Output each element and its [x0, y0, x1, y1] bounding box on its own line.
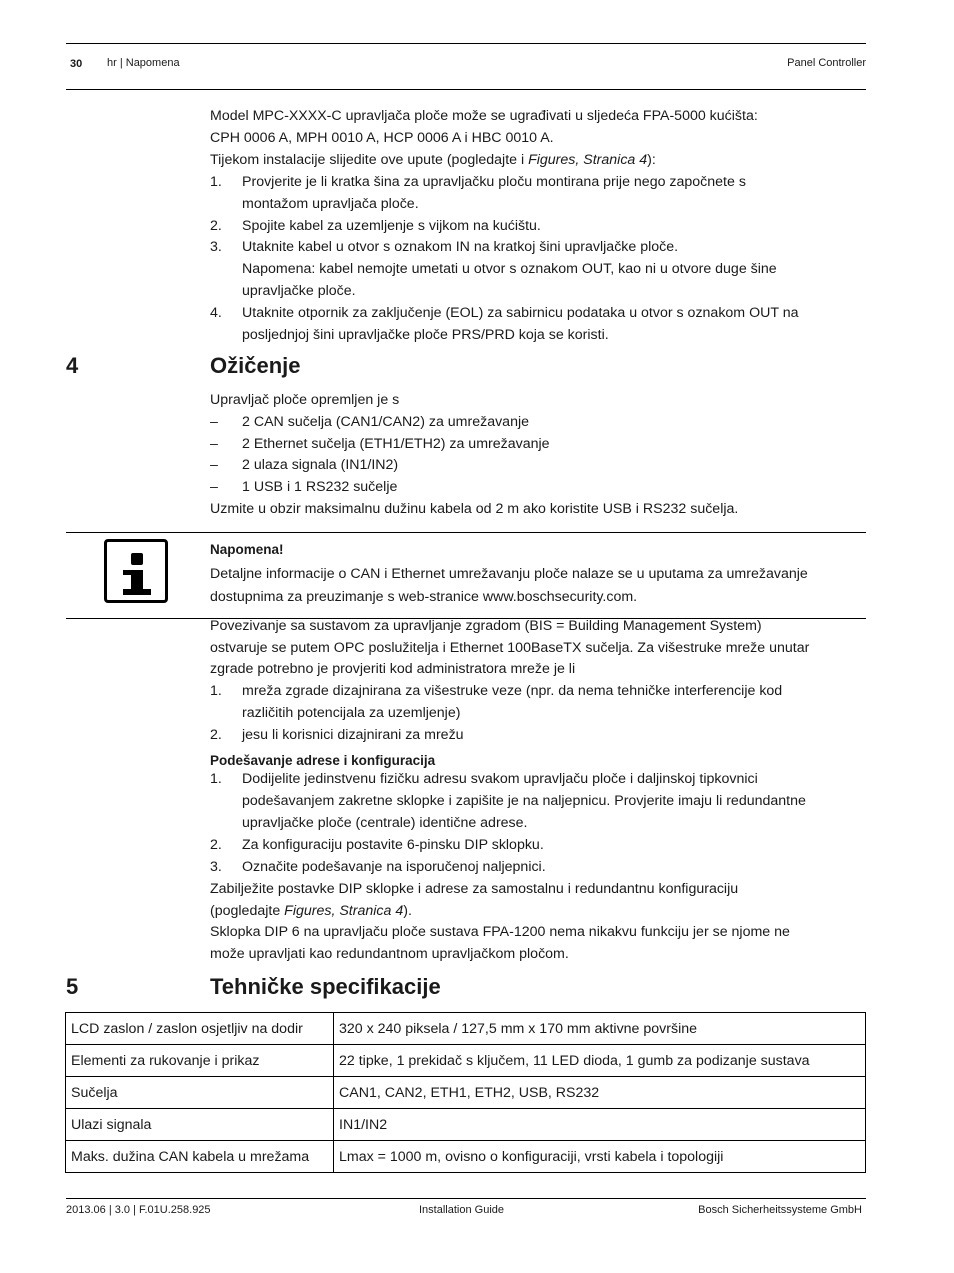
step-number: 1. — [210, 174, 222, 190]
section-number: 5 — [66, 974, 79, 999]
dip-line: može upravljati kao redundantnom upravljačkom pločom. — [210, 946, 569, 962]
bis-item-text: mreža zgrade dizajnirana za višestruke veze (npr. da nema tehničke interferencije kod — [242, 683, 783, 699]
step-text: Provjerite je li kratka šina za upravljačku ploču montirana prije nego započnete s — [242, 174, 746, 190]
spec-value: CAN1, CAN2, ETH1, ETH2, USB, RS232 — [334, 1077, 866, 1109]
notice-line: dostupnima za preuzimanje s web-stranice www.boschsecurity.com. — [210, 589, 638, 605]
record-pre: (pogledajte — [210, 903, 285, 919]
table-row — [66, 1109, 866, 1141]
step-text: Spojite kabel za uzemljenje s vijkom na kućištu. — [242, 218, 541, 234]
bullet-dash: – — [210, 457, 218, 473]
record-line: Zabilježite postavke DIP sklopke i adrese za samostalnu i redundantnu konfiguraciju — [210, 881, 739, 897]
intro-follow — [210, 150, 656, 172]
spec-label: LCD zaslon / zaslon osjetljiv na dodir — [66, 1013, 334, 1045]
spec-table — [65, 1012, 866, 1173]
config-step-number: 3. — [210, 859, 222, 875]
info-icon — [104, 539, 168, 603]
config-step-text: Dodijelite jedinstvenu fizičku adresu svakom upravljaču ploče i daljinskoj tipkovnici — [242, 771, 758, 787]
section4-after: Uzmite u obzir maksimalnu dužinu kabela od 2 m ako koristite USB i RS232 sučelja. — [210, 501, 739, 517]
bullet-dash: – — [210, 479, 218, 495]
bis-line: zgrade potrebno je provjeriti kod administratora mreže je li — [210, 661, 576, 677]
figures-ref[interactable]: Figures, Stranica 4 — [284, 903, 404, 919]
notice-top-rule — [66, 532, 866, 533]
bullet-item: 1 USB i 1 RS232 sučelje — [242, 479, 398, 495]
notice-line: Detaljne informacije o CAN i Ethernet umrežavanju ploče nalaze se u uputama za umrežavanje — [210, 566, 808, 582]
bullet-item: 2 CAN sučelja (CAN1/CAN2) za umrežavanje — [242, 414, 530, 430]
step-number: 2. — [210, 218, 222, 234]
footer-left: 2013.06 | 3.0 | F.01U.258.925 — [66, 1204, 211, 1216]
bis-item-number: 2. — [210, 727, 222, 743]
step-text: Utaknite otpornik za zaključenje (EOL) za sabirnicu podataka u otvor s oznakom OUT na — [242, 305, 799, 321]
header-bottom-rule — [66, 89, 866, 90]
section4-lead: Upravljač ploče opremljen je s — [210, 392, 400, 408]
config-step-text: Označite podešavanje na isporučenoj naljepnici. — [242, 859, 546, 875]
intro-follow-text: Tijekom instalacije slijedite ove upute (pogledajte i — [210, 152, 529, 168]
bis-item-number: 1. — [210, 683, 222, 699]
section-title: Ožičenje — [210, 353, 301, 378]
bis-line: ostvaruje se putem OPC poslužitelja i Ethernet 100BaseTX sučelja. Za višestruke mreže unutar — [210, 640, 810, 656]
spec-label: Ulazi signala — [66, 1109, 334, 1141]
bullet-item: 2 Ethernet sučelja (ETH1/ETH2) za umrežavanje — [242, 436, 550, 452]
footer-right: Bosch Sicherheitssysteme GmbH — [698, 1204, 862, 1216]
table-row — [66, 1013, 866, 1045]
record-post: ). — [403, 903, 412, 919]
step-text: Utaknite kabel u otvor s oznakom IN na kratkoj šini upravljačke ploče. — [242, 239, 679, 255]
step-number: 3. — [210, 239, 222, 255]
table-row — [66, 1045, 866, 1077]
bullet-item: 2 ulaza signala (IN1/IN2) — [242, 457, 399, 473]
section-number: 4 — [66, 353, 79, 378]
table-row — [66, 1141, 866, 1173]
dip-line: Sklopka DIP 6 na upravljaču ploče sustava FPA-1200 nema nikakvu funkciju jer se njome ne — [210, 924, 790, 940]
step-text: montažom upravljača ploče. — [242, 196, 419, 212]
table-row — [66, 1077, 866, 1109]
step-number: 4. — [210, 305, 222, 321]
header-product: Panel Controller — [787, 57, 866, 69]
figures-ref[interactable]: Figures, Stranica 4 — [528, 152, 648, 168]
config-subheading: Podešavanje adrese i konfiguracija — [210, 753, 436, 768]
header-top-rule — [66, 43, 866, 44]
bis-line: Povezivanje sa sustavom za upravljanje zgradom (BIS = Building Management System) — [210, 618, 762, 634]
header-section: hr | Napomena — [107, 57, 180, 69]
spec-value: Lmax = 1000 m, ovisno o konfiguraciji, vrsti kabela i topologiji — [334, 1141, 866, 1173]
footer-center: Installation Guide — [419, 1204, 504, 1216]
config-step-number: 2. — [210, 837, 222, 853]
record-ref-line — [210, 901, 412, 923]
bis-item-text: jesu li korisnici dizajnirani za mrežu — [242, 727, 464, 743]
config-step-text: upravljačke ploče (centrale) identične adrese. — [242, 815, 528, 831]
intro-line: Model MPC-XXXX-C upravljača ploče može se ugrađivati u sljedeća FPA-5000 kućišta: — [210, 108, 758, 124]
spec-value: 22 tipke, 1 prekidač s ključem, 11 LED dioda, 1 gumb za podizanje sustava — [334, 1045, 866, 1077]
config-step-text: podešavanjem zakretne sklopke i zapišite je na naljepnicu. Provjerite imaju li redundantne — [242, 793, 806, 809]
bullet-dash: – — [210, 414, 218, 430]
spec-label: Maks. dužina CAN kabela u mrežama — [66, 1141, 334, 1173]
footer-rule — [66, 1198, 866, 1199]
step-text: Napomena: kabel nemojte umetati u otvor s oznakom OUT, kao ni u otvore duge šine — [242, 261, 777, 277]
intro-line: CPH 0006 A, MPH 0010 A, HCP 0006 A i HBC 0010 A. — [210, 130, 554, 146]
section-title: Tehničke specifikacije — [210, 974, 441, 999]
page-number: 30 — [70, 58, 83, 70]
bis-item-text: različitih potencijala za uzemljenje) — [242, 705, 461, 721]
notice-title: Napomena! — [210, 542, 284, 557]
spec-value: IN1/IN2 — [334, 1109, 866, 1141]
intro-follow-end: ): — [647, 152, 656, 168]
spec-label: Sučelja — [66, 1077, 334, 1109]
bullet-dash: – — [210, 436, 218, 452]
spec-value: 320 x 240 piksela / 127,5 mm x 170 mm aktivne površine — [334, 1013, 866, 1045]
step-text: posljednjoj šini upravljačke ploče PRS/PRD koja se koristi. — [242, 327, 609, 343]
config-step-text: Za konfiguraciju postavite 6-pinsku DIP sklopku. — [242, 837, 544, 853]
spec-label: Elementi za rukovanje i prikaz — [66, 1045, 334, 1077]
step-text: upravljačke ploče. — [242, 283, 356, 299]
config-step-number: 1. — [210, 771, 222, 787]
